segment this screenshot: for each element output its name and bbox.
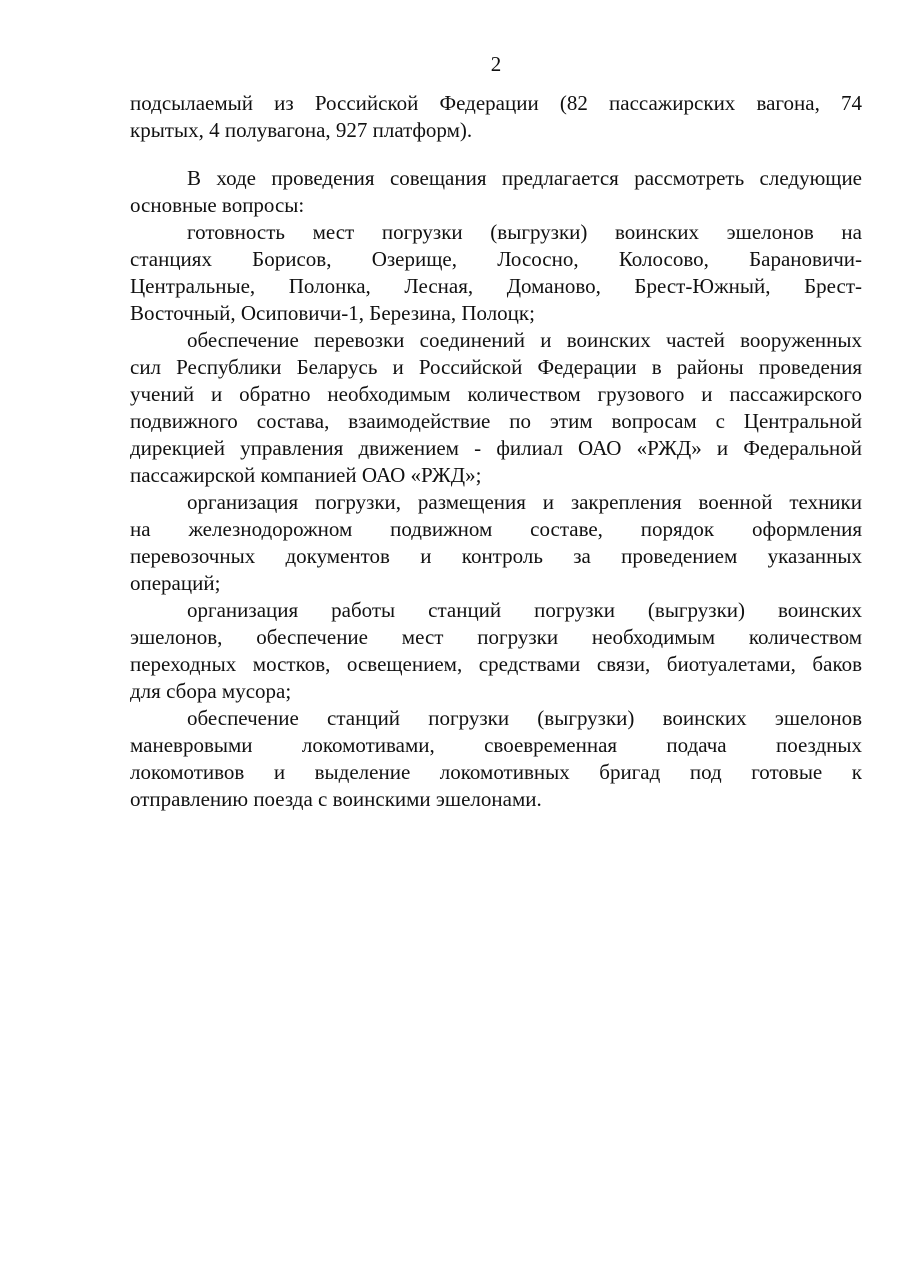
paragraph (130, 165, 862, 219)
paragraph (130, 219, 862, 327)
text-line: маневровыми локомотивами, своевременная подача поездных (130, 733, 862, 757)
paragraph (130, 489, 862, 597)
text-line: Центральные, Полонка, Лесная, Доманово, Брест-Южный, Брест- (130, 274, 862, 298)
text-line: организация погрузки, размещения и закрепления военной техники (187, 490, 862, 514)
text-line: перевозочных документов и контроль за проведением указанных (130, 544, 862, 568)
text-line: основные вопросы: (130, 193, 305, 217)
text-line: отправлению поезда с воинскими эшелонами. (130, 787, 542, 811)
text-line: сил Республики Беларусь и Российской Федерации в районы проведения (130, 355, 862, 379)
text-line: операций; (130, 571, 221, 595)
text-line: крытых, 4 полувагона, 927 платформ). (130, 118, 473, 142)
text-line: эшелонов, обеспечение мест погрузки необходимым количеством (130, 625, 862, 649)
page-number: 2 (490, 52, 502, 76)
paragraph (130, 327, 862, 489)
text-line: переходных мостков, освещением, средствами связи, биотуалетами, баков (130, 652, 862, 676)
text-line: обеспечение станций погрузки (выгрузки) воинских эшелонов (187, 706, 862, 730)
text-line: локомотивов и выделение локомотивных бригад под готовые к (130, 760, 862, 784)
text-line: учений и обратно необходимым количеством грузового и пассажирского (130, 382, 862, 406)
text-line: на железнодорожном подвижном составе, порядок оформления (130, 517, 862, 541)
paragraph (130, 705, 862, 813)
text-line: станциях Борисов, Озерище, Лососно, Колосово, Барановичи- (130, 247, 862, 271)
text-line: обеспечение перевозки соединений и воинских частей вооруженных (187, 328, 862, 352)
text-line: Восточный, Осиповичи-1, Березина, Полоцк; (130, 301, 535, 325)
text-line: пассажирской компанией ОАО «РЖД»; (130, 463, 482, 487)
paragraph (130, 90, 862, 144)
text-line: подвижного состава, взаимодействие по этим вопросам с Центральной (130, 409, 862, 433)
paragraph (130, 597, 862, 705)
text-line: готовность мест погрузки (выгрузки) воинских эшелонов на (187, 220, 862, 244)
document-body (130, 90, 862, 813)
text-line: В ходе проведения совещания предлагается рассмотреть следующие (187, 166, 862, 190)
text-line: дирекцией управления движением - филиал ОАО «РЖД» и Федеральной (130, 436, 862, 460)
text-line: подсылаемый из Российской Федерации (82 пассажирских вагона, 74 (130, 91, 862, 115)
text-line: для сбора мусора; (130, 679, 292, 703)
text-line: организация работы станций погрузки (выгрузки) воинских (187, 598, 862, 622)
